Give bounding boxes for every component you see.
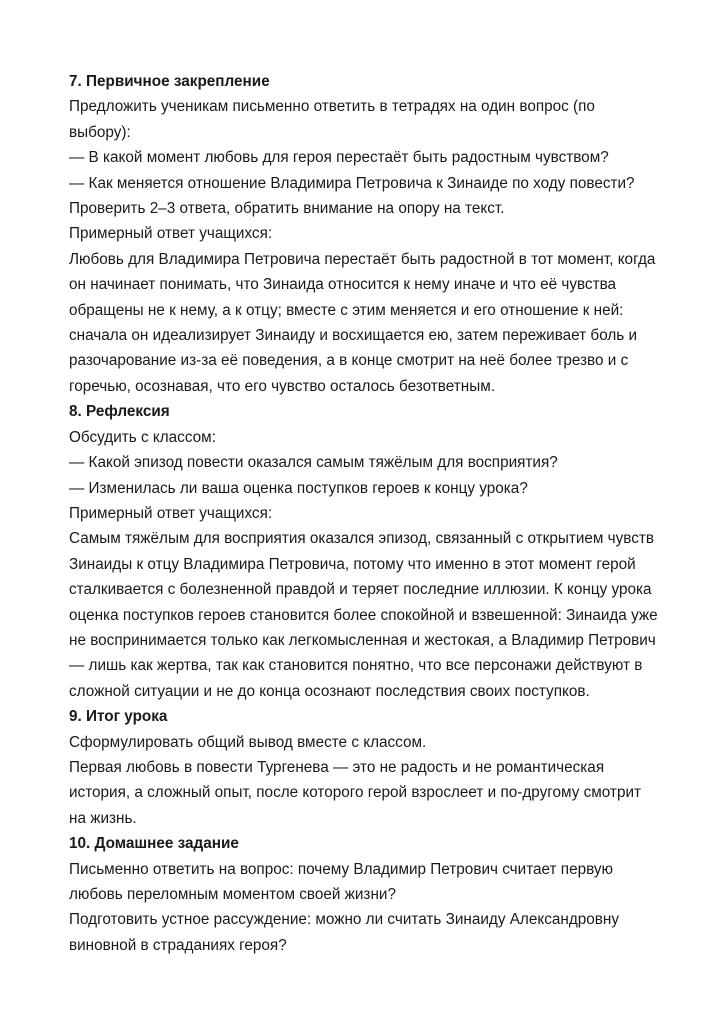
question-line: — Изменилась ли ваша оценка поступков героев к концу урока? [69,479,528,497]
text-line: Письменно ответить на вопрос: почему Владимир Петрович считает первую [69,860,614,878]
answer-line: Зинаиды к отцу Владимира Петровича, потому что именно в этот момент герой [69,555,636,573]
answer-line: разочарование из-за её поведения, а в конце смотрит на неё более трезво и с [69,352,629,370]
section-heading: 8. Рефлексия [69,403,170,421]
text-line: Обсудить с классом: [69,428,216,446]
text-line: Предложить ученикам письменно ответить в тетрадях на один вопрос (по [69,98,595,116]
answer-line: — лишь как жертва, так как становится понятно, что все персонажи действуют в [69,657,643,675]
text-line: история, а сложный опыт, после которого герой взрослеет и по-другому смотрит [69,784,641,802]
answer-line: не воспринимается только как легкомысленная и жестокая, а Владимир Петрович [69,631,656,649]
text-line: любовь переломным моментом своей жизни? [69,886,396,903]
answer-line: обращены не к нему, а к отцу; вместе с этим меняется и его отношение к ней: [69,301,624,319]
text-line: Подготовить устное рассуждение: можно ли считать Зинаиду Александровну [69,911,619,929]
section-primary-consolidation [69,69,709,399]
section-heading: 9. Итог урока [69,708,168,726]
text-line: Примерный ответ учащихся: [69,504,273,522]
answer-line: он начинает понимать, что Зинаида относится к нему иначе и что её чувства [69,276,617,294]
text-line: Проверить 2–3 ответа, обратить внимание на опору на текст. [69,200,505,218]
section-heading: 10. Домашнее задание [69,835,239,853]
section-homework [69,831,709,958]
text-line: Сформулировать общий вывод вместе с классом. [69,733,427,751]
answer-line: Любовь для Владимира Петровича перестаёт быть радостной в тот момент, когда [69,250,656,268]
answer-line: сначала он идеализирует Зинаиду и восхищается ею, затем переживает боль и [69,327,638,345]
text-line: на жизнь. [69,809,137,827]
text-line: выбору): [69,123,131,141]
answer-line: оценка поступков героев становится более спокойной и взвешенной: Зинаида уже [69,606,658,624]
answer-line: Самым тяжёлым для восприятия оказался эпизод, связанный с открытием чувств [69,530,655,548]
text-line: Примерный ответ учащихся: [69,225,273,243]
question-line: — Какой эпизод повести оказался самым тяжёлым для восприятия? [69,454,558,472]
question-line: — Как меняется отношение Владимира Петровича к Зинаиде по ходу повести? [69,174,635,192]
text-line: виновной в страданиях героя? [69,936,287,954]
section-heading: 7. Первичное закрепление [69,73,270,90]
question-line: — В какой момент любовь для героя перестаёт быть радостным чувством? [69,149,609,167]
section-reflection [69,399,709,704]
section-lesson-summary [69,704,709,831]
document-page [69,69,709,958]
answer-line: сложной ситуации и не до конца осознают последствия своих поступков. [69,682,590,700]
text-line: Первая любовь в повести Тургенева — это не радость и не романтическая [69,758,605,776]
answer-line: сталкивается с болезненной правдой и теряет последние иллюзии. К концу урока [69,581,652,599]
answer-line: горечью, осознавая, что его чувство осталось безответным. [69,377,495,395]
